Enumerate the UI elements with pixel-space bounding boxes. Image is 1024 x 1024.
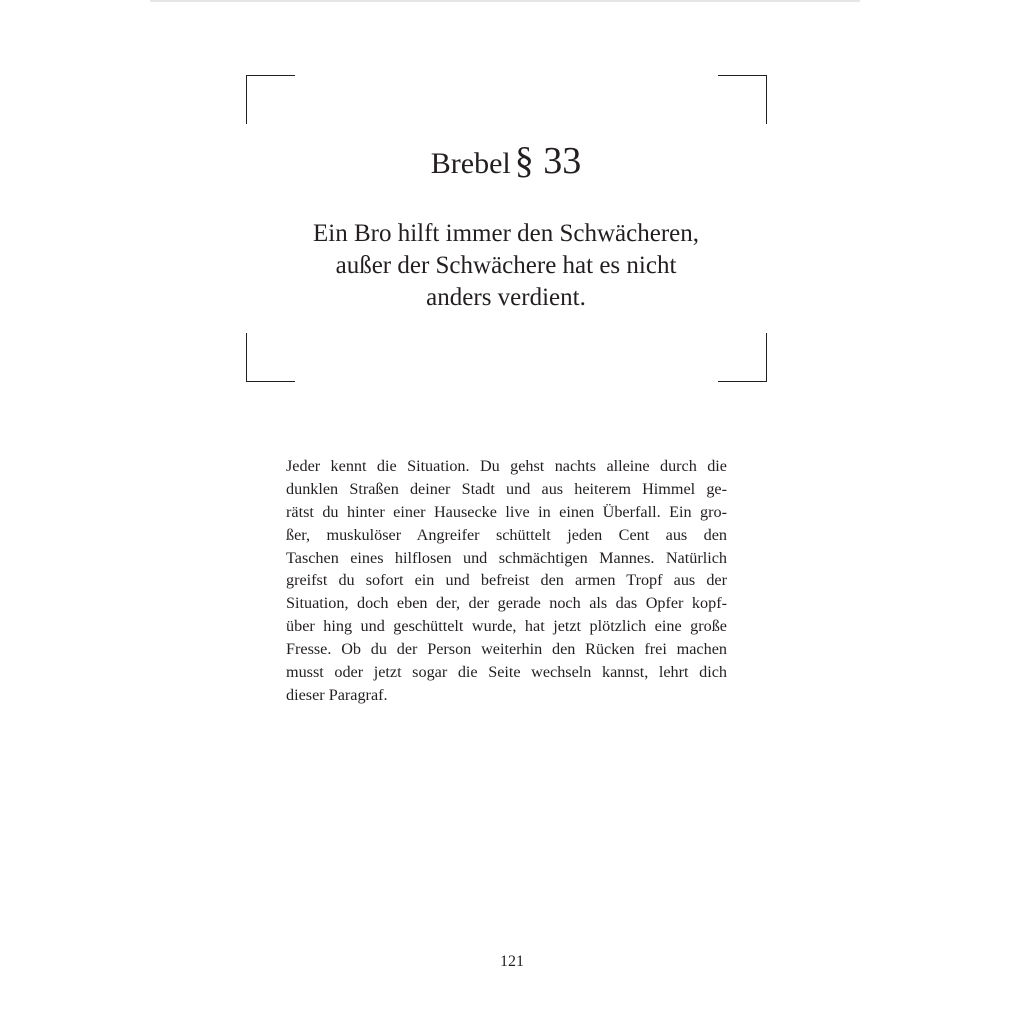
- body-line: über hing und geschüttelt wurde, hat jetzt plötzlich eine große: [286, 617, 727, 636]
- body-line: ßer, muskulöser Angreifer schüttelt jeden Cent aus den: [286, 525, 727, 544]
- quote-line: außer der Schwächere hat es nicht: [335, 252, 677, 279]
- body-line: Fresse. Ob du der Person weiterhin den Rücken frei machen: [286, 640, 727, 659]
- quote-line: Ein Bro hilft immer den Schwächeren,: [313, 220, 699, 247]
- frame-corner-top-right: [718, 75, 767, 124]
- rule-quote: [246, 218, 766, 314]
- body-line: Situation, doch eben der, der gerade noch als das Opfer kopf-: [286, 594, 727, 613]
- body-line: dieser Paragraf.: [286, 685, 388, 704]
- body-line: rätst du hinter einer Hausecke live in einen Überfall. Ein gro-: [286, 502, 727, 521]
- body-line: greifst du sofort ein und befreist den armen Tropf aus der: [286, 571, 727, 590]
- page-top-edge: [150, 0, 860, 2]
- body-line: musst oder jetzt sogar die Seite wechseln kannst, lehrt dich: [286, 663, 727, 682]
- chapter-heading: [246, 142, 766, 180]
- body-line: Jeder kennt die Situation. Du gehst nachts alleine durch die: [286, 457, 727, 475]
- body-line: dunklen Straßen deiner Stadt und aus heiterem Himmel ge-: [286, 479, 727, 498]
- page-number: 121: [500, 953, 524, 970]
- body-line: Taschen eines hilflosen und schmächtigen Mannes. Natürlich: [286, 548, 727, 567]
- body-paragraph: [286, 455, 727, 707]
- quote-line: anders verdient.: [426, 284, 586, 311]
- frame-corner-top-left: [246, 75, 295, 124]
- heading-title: Brebel: [430, 147, 511, 180]
- frame-corner-bottom-left: [246, 333, 295, 382]
- heading-paragraph-number: § 33: [514, 140, 582, 182]
- frame-corner-bottom-right: [718, 333, 767, 382]
